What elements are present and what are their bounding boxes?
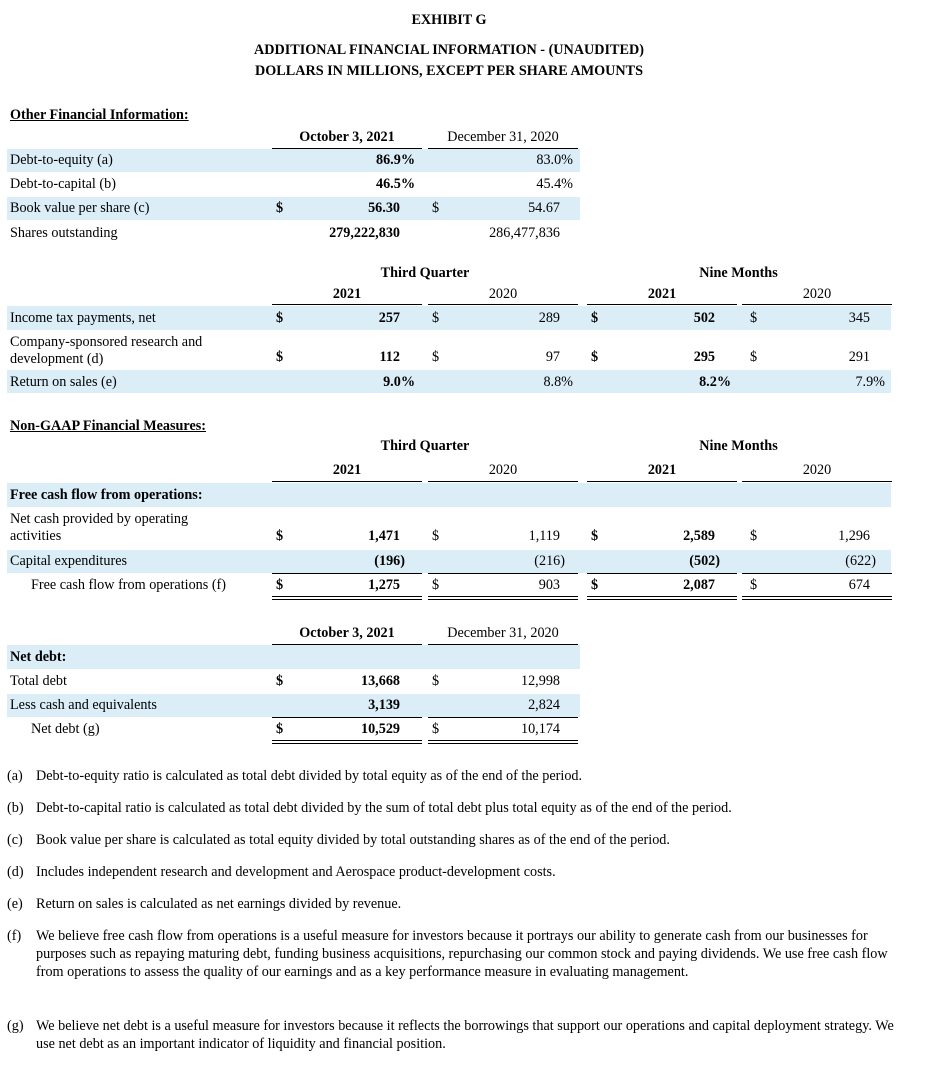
header-rule [742, 304, 892, 305]
footnote-label: (b) [7, 800, 24, 816]
footnote-label: (a) [7, 768, 23, 784]
dollar-sign: $ [432, 673, 440, 689]
total-double-rule [272, 740, 422, 741]
dollar-sign: $ [432, 349, 440, 365]
nine-months-heading: Nine Months [699, 438, 778, 454]
dollar-sign: $ [276, 721, 284, 737]
total-double-rule [742, 599, 892, 600]
total-double-rule [272, 596, 422, 597]
total-double-rule [428, 596, 578, 597]
other-financial-information-heading: Other Financial Information: [10, 107, 189, 123]
value-oct-2021: 13,668 [360, 673, 400, 689]
net-debt-col-oct-2021: October 3, 2021 [299, 625, 395, 641]
footnote-text: Return on sales is calculated as net earnings divided by revenue. [36, 896, 402, 912]
subtotal-rule [272, 717, 422, 718]
footnote-text: Book value per share is calculated as total equity divided by total outstanding shares as of the end of the period. [36, 832, 670, 848]
value-oct-2021: 56.30 [368, 200, 400, 216]
value-n-2020: 291 [848, 349, 870, 365]
value-q-2020: (216) [534, 553, 565, 569]
total-double-rule [428, 599, 578, 600]
dollar-sign: $ [591, 310, 599, 326]
value-n-2020: 674 [848, 577, 870, 593]
net-debt-section-label: Net debt: [10, 649, 67, 665]
dollar-sign: $ [750, 577, 758, 593]
value-oct-2021: 46.5% [375, 176, 415, 192]
dollar-sign: $ [276, 200, 284, 216]
col-q-2021: 2021 [332, 462, 362, 478]
col-q-2021: 2021 [332, 286, 362, 302]
value-q-2021: (196) [374, 553, 405, 569]
dollar-sign: $ [591, 349, 599, 365]
footnote-text: Debt-to-equity ratio is calculated as total debt divided by total equity as of the end of the period. [36, 768, 583, 784]
nine-months-heading: Nine Months [699, 265, 778, 281]
dollar-sign: $ [276, 577, 284, 593]
value-q-2021: 112 [379, 349, 400, 365]
row-label: Net debt (g) [31, 721, 100, 737]
total-double-rule [742, 596, 892, 597]
dollar-sign: $ [750, 310, 758, 326]
value-q-2020: 1,119 [528, 528, 560, 544]
row-shading [7, 370, 891, 393]
col-n-2020: 2020 [802, 286, 832, 302]
row-label: Debt-to-equity (a) [10, 152, 113, 168]
subtotal-rule [742, 573, 892, 574]
value-n-2021: 295 [693, 349, 715, 365]
col-n-2021: 2021 [647, 462, 677, 478]
value-n-2020: (622) [845, 553, 876, 569]
row-label-line1: Net cash provided by operating [10, 511, 189, 527]
row-label-line2: development (d) [10, 351, 104, 367]
report-title-line2: DOLLARS IN MILLIONS, EXCEPT PER SHARE AMOUNTS [255, 63, 643, 79]
row-shading [7, 645, 580, 669]
total-double-rule [428, 740, 578, 741]
dollar-sign: $ [276, 349, 284, 365]
value-dec-2020: 12,998 [520, 673, 560, 689]
header-rule [428, 304, 578, 305]
value-dec-2020: 286,477,836 [489, 225, 560, 241]
other-info-col-dec-2020: December 31, 2020 [447, 129, 559, 145]
dollar-sign: $ [432, 577, 440, 593]
footnote-text: We believe net debt is a useful measure for investors because it reflects the borrowings that support our operations and capital deployment strategy. We use net debt as an important indicator of liquidity and financial position. [36, 1018, 894, 1052]
row-label: Capital expenditures [10, 553, 128, 569]
value-q-2020: 903 [538, 577, 560, 593]
value-n-2021: 502 [693, 310, 715, 326]
exhibit-title: EXHIBIT G [411, 12, 487, 28]
row-label: Debt-to-capital (b) [10, 176, 116, 192]
value-n-2020: 1,296 [838, 528, 870, 544]
value-n-2021: 8.2% [699, 374, 731, 390]
value-q-2020: 289 [538, 310, 560, 326]
footnote-text: Includes independent research and development and Aerospace product-development costs. [36, 864, 556, 880]
dollar-sign: $ [750, 528, 758, 544]
value-q-2020: 97 [545, 349, 560, 365]
footnote-text: We believe free cash flow from operations is a useful measure for investors because it portrays our ability to generate cash from our businesses for purposes such as repaying maturing debt, funding business acquisitions, repurchasing our common stock and paying dividends. We use free cash flow from operations to assess the quality of our earnings and as a key performance measure in evaluating management. [36, 928, 888, 980]
row-label: Book value per share (c) [10, 200, 150, 216]
col-q-2020: 2020 [488, 286, 518, 302]
row-label: Return on sales (e) [10, 374, 117, 390]
dollar-sign: $ [276, 673, 284, 689]
subtotal-rule [428, 717, 578, 718]
value-dec-2020: 2,824 [528, 697, 560, 713]
value-q-2021: 1,471 [368, 528, 400, 544]
value-dec-2020: 54.67 [528, 200, 560, 216]
footnote-label: (e) [7, 896, 23, 912]
total-double-rule [587, 599, 737, 600]
value-dec-2020: 10,174 [520, 721, 560, 737]
total-double-rule [272, 599, 422, 600]
row-shading [7, 550, 891, 573]
dollar-sign: $ [432, 310, 440, 326]
row-label: Income tax payments, net [10, 310, 156, 326]
value-q-2021: 1,275 [368, 577, 400, 593]
dollar-sign: $ [432, 721, 440, 737]
dollar-sign: $ [432, 200, 440, 216]
row-label: Less cash and equivalents [10, 697, 157, 713]
value-n-2020: 345 [848, 310, 870, 326]
footnote-label: (f) [7, 928, 22, 944]
header-rule [428, 481, 578, 482]
col-n-2021: 2021 [647, 286, 677, 302]
total-double-rule [428, 743, 578, 744]
free-cash-flow-section-label: Free cash flow from operations: [10, 487, 203, 503]
row-label-line2: activities [10, 528, 62, 544]
value-n-2020: 7.9% [855, 374, 885, 390]
header-rule [587, 481, 737, 482]
header-rule [272, 304, 422, 305]
row-label: Total debt [10, 673, 67, 689]
col-q-2020: 2020 [488, 462, 518, 478]
value-n-2021: (502) [689, 553, 720, 569]
row-label-line1: Company-sponsored research and [10, 334, 203, 350]
dollar-sign: $ [591, 528, 599, 544]
value-q-2020: 8.8% [543, 374, 573, 390]
value-oct-2021: 3,139 [368, 697, 400, 713]
net-debt-col-dec-2020: December 31, 2020 [447, 625, 559, 641]
value-oct-2021: 10,529 [360, 721, 400, 737]
third-quarter-heading: Third Quarter [380, 265, 470, 281]
footnote-label: (d) [7, 864, 24, 880]
row-label: Free cash flow from operations (f) [31, 577, 227, 593]
header-rule [272, 481, 422, 482]
value-dec-2020: 83.0% [536, 152, 573, 168]
row-label: Shares outstanding [10, 225, 118, 241]
report-title-line1: ADDITIONAL FINANCIAL INFORMATION - (UNAUDITED) [254, 42, 644, 58]
dollar-sign: $ [276, 310, 284, 326]
value-q-2021: 257 [378, 310, 400, 326]
footnote-label: (g) [7, 1018, 24, 1034]
header-rule [742, 481, 892, 482]
value-n-2021: 2,589 [683, 528, 715, 544]
total-double-rule [272, 743, 422, 744]
value-dec-2020: 45.4% [536, 176, 573, 192]
dollar-sign: $ [591, 577, 599, 593]
value-oct-2021: 279,222,830 [329, 225, 400, 241]
value-oct-2021: 86.9% [375, 152, 415, 168]
footnote-label: (c) [7, 832, 23, 848]
subtotal-rule [428, 573, 578, 574]
dollar-sign: $ [750, 349, 758, 365]
total-double-rule [587, 596, 737, 597]
value-q-2021: 9.0% [383, 374, 415, 390]
subtotal-rule [272, 573, 422, 574]
third-quarter-heading: Third Quarter [380, 438, 470, 454]
value-n-2021: 2,087 [683, 577, 715, 593]
header-rule [587, 304, 737, 305]
other-info-col-oct-2021: October 3, 2021 [299, 129, 395, 145]
non-gaap-heading: Non-GAAP Financial Measures: [10, 418, 206, 434]
dollar-sign: $ [432, 528, 440, 544]
footnote-text: Debt-to-capital ratio is calculated as total debt divided by the sum of total debt plus total equity as of the end of the period. [36, 800, 732, 816]
dollar-sign: $ [276, 528, 284, 544]
col-n-2020: 2020 [802, 462, 832, 478]
subtotal-rule [587, 573, 737, 574]
